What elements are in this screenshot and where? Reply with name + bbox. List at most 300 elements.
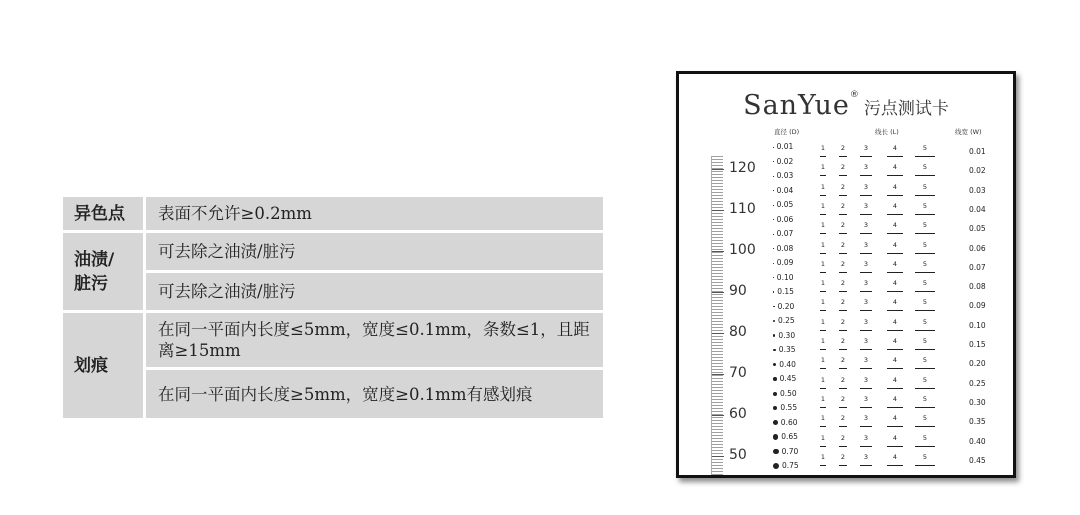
length-label: 5	[922, 337, 928, 345]
line-sample-row	[820, 163, 1016, 181]
line-sample	[839, 426, 847, 427]
length-label: 2	[840, 317, 846, 326]
spot-sample	[773, 306, 775, 308]
diameter-row	[773, 273, 794, 282]
ruler-tick	[712, 292, 724, 293]
spot-sample	[773, 349, 776, 352]
line-sample	[860, 195, 872, 196]
diameter-row	[773, 229, 793, 238]
line-sample	[860, 465, 872, 467]
ruler-label: 70	[729, 365, 747, 381]
length-label: 4	[892, 221, 898, 230]
line-sample	[860, 426, 872, 427]
length-label: 4	[892, 356, 898, 365]
diameter-row	[773, 186, 793, 195]
line-sample-row	[820, 201, 1016, 220]
line-sample	[887, 272, 903, 273]
diameter-value: 0.40	[779, 359, 796, 369]
ruler-label: 50	[729, 447, 747, 463]
length-label: 2	[840, 452, 846, 461]
diameter-value: 0.65	[781, 432, 798, 441]
line-sample	[839, 407, 847, 408]
length-label: 4	[892, 433, 898, 442]
ruler-tick	[712, 333, 724, 334]
length-label: 5	[922, 259, 928, 268]
spec-cell: 可去除之油渍/脏污	[146, 273, 603, 310]
line-sample	[915, 330, 935, 331]
length-label: 3	[863, 144, 869, 152]
line-sample	[887, 465, 903, 467]
line-sample-row	[820, 221, 1016, 239]
width-value: 0.09	[969, 301, 986, 311]
length-label: 2	[840, 414, 846, 423]
length-label: 1	[820, 452, 826, 461]
diameter-value: 0.35	[778, 345, 796, 354]
line-sample	[820, 272, 826, 273]
line-sample	[839, 291, 847, 292]
diameter-value: 0.50	[780, 388, 797, 398]
diameter-row	[773, 157, 793, 166]
diameter-value: 0.01	[776, 142, 794, 151]
length-label: 5	[922, 221, 928, 230]
line-sample	[915, 465, 935, 467]
line-sample	[915, 426, 935, 427]
diameter-row	[773, 389, 797, 398]
line-sample	[887, 233, 903, 234]
length-label: 4	[892, 240, 898, 249]
spot-sample	[773, 363, 776, 366]
spot-sample	[773, 291, 774, 292]
width-value: 0.02	[969, 166, 986, 176]
header-length: 线长 (L)	[875, 128, 899, 136]
diameter-value: 0.05	[776, 200, 794, 209]
line-sample	[839, 446, 847, 447]
line-sample	[839, 310, 847, 311]
line-sample-row	[820, 144, 1016, 162]
card-title	[679, 90, 1013, 121]
line-sample	[860, 388, 872, 389]
length-label: 5	[922, 414, 928, 423]
diameter-row	[773, 244, 793, 253]
registered-mark: ®	[849, 90, 859, 100]
length-label: 3	[863, 317, 869, 326]
line-sample	[887, 349, 903, 350]
length-label: 1	[820, 221, 826, 230]
spec-cell: 表面不允许≥0.2mm	[146, 197, 603, 230]
diameter-value: 0.06	[776, 214, 794, 224]
diameter-value: 0.02	[776, 156, 794, 166]
diameter-row	[773, 447, 798, 456]
spot-sample	[773, 248, 774, 249]
line-sample	[839, 233, 847, 234]
diameter-row	[773, 418, 798, 427]
line-sample-row	[820, 182, 1016, 201]
length-label: 2	[840, 433, 846, 442]
line-sample	[820, 175, 826, 176]
width-value: 0.05	[969, 224, 986, 234]
diameter-value: 0.07	[776, 229, 794, 238]
line-sample	[820, 349, 826, 350]
line-sample	[820, 195, 826, 196]
line-sample-row	[820, 240, 1016, 259]
spot-sample	[773, 147, 774, 148]
line-sample	[887, 175, 903, 176]
length-label: 1	[820, 201, 826, 210]
line-sample	[915, 214, 935, 215]
line-sample	[860, 233, 872, 234]
length-label: 1	[820, 394, 826, 403]
diameter-row	[773, 331, 795, 340]
diameter-row	[773, 171, 793, 180]
length-label: 5	[922, 433, 928, 442]
line-sample	[860, 407, 872, 408]
length-label: 1	[820, 298, 826, 307]
line-sample	[820, 446, 826, 447]
line-sample	[915, 253, 935, 254]
length-label: 5	[922, 356, 928, 365]
line-sample	[887, 388, 903, 389]
line-sample	[887, 253, 903, 254]
line-sample	[839, 175, 847, 176]
ruler-label: 90	[729, 283, 747, 299]
line-sample	[860, 156, 872, 157]
line-sample	[820, 426, 826, 427]
width-value: 0.25	[969, 378, 986, 388]
diameter-row	[773, 360, 796, 369]
length-label: 3	[863, 394, 869, 403]
width-value: 0.04	[969, 204, 986, 214]
length-label: 2	[840, 394, 846, 403]
diameter-value: 0.08	[776, 243, 794, 253]
spec-label: 划痕	[63, 313, 143, 418]
length-label: 1	[820, 182, 826, 191]
length-label: 2	[840, 201, 846, 210]
line-sample	[860, 349, 872, 350]
length-label: 1	[820, 356, 826, 365]
length-label: 4	[892, 317, 898, 326]
length-label: 4	[892, 259, 898, 268]
length-label: 2	[840, 356, 846, 365]
line-sample	[820, 310, 826, 311]
line-sample	[915, 233, 935, 234]
line-sample-row	[820, 375, 1016, 394]
length-label: 5	[922, 144, 928, 152]
line-sample	[820, 156, 826, 157]
length-label: 2	[840, 144, 846, 152]
length-label: 2	[840, 337, 846, 345]
length-label: 1	[820, 375, 826, 384]
line-sample	[839, 195, 847, 196]
dirt-test-card	[676, 71, 1016, 478]
length-label: 1	[820, 337, 826, 345]
ruler-label: 80	[729, 324, 747, 340]
diameter-value: 0.60	[780, 417, 798, 427]
length-label: 3	[863, 279, 869, 288]
diameter-row	[773, 461, 799, 470]
length-label: 2	[840, 259, 846, 268]
diameter-value: 0.09	[776, 258, 794, 267]
line-sample-row	[820, 356, 1016, 374]
spec-cell: 在同一平面内长度≤5mm，宽度≤0.1mm，条数≤1，且距离≥15mm	[146, 313, 603, 367]
spot-sample	[773, 392, 777, 396]
diameter-value: 0.30	[778, 330, 796, 340]
line-sample	[887, 426, 903, 427]
diameter-value: 0.15	[777, 287, 794, 296]
length-label: 5	[922, 317, 928, 326]
width-value: 0.15	[969, 340, 986, 349]
line-sample-row	[820, 298, 1016, 316]
line-sample	[839, 465, 847, 467]
length-label: 4	[892, 337, 898, 345]
line-sample	[839, 330, 847, 331]
diameter-value: 0.20	[777, 301, 795, 311]
line-sample	[915, 446, 935, 447]
length-label: 3	[863, 356, 869, 365]
line-sample	[915, 195, 935, 196]
length-label: 3	[863, 240, 869, 249]
length-label: 2	[840, 163, 846, 172]
line-sample	[915, 388, 935, 389]
line-sample-row	[820, 337, 1016, 355]
line-sample	[887, 195, 903, 196]
line-sample-row	[820, 279, 1016, 297]
length-label: 2	[840, 298, 846, 307]
spot-sample	[773, 219, 774, 220]
line-sample	[820, 388, 826, 389]
line-sample	[860, 310, 872, 311]
diameter-row	[773, 200, 793, 209]
spec-cell: 可去除之油渍/脏污	[146, 233, 603, 270]
length-label: 4	[892, 394, 898, 403]
line-sample-row	[820, 433, 1016, 452]
length-label: 2	[840, 221, 846, 230]
length-label: 5	[922, 375, 928, 384]
line-sample	[887, 407, 903, 408]
length-label: 1	[820, 259, 826, 268]
length-label: 3	[863, 298, 869, 307]
length-label: 3	[863, 375, 869, 384]
line-sample-row	[820, 394, 1016, 413]
length-label: 5	[922, 452, 928, 461]
spot-sample	[773, 277, 774, 278]
line-sample-row	[820, 317, 1016, 336]
line-sample	[820, 233, 826, 234]
spot-sample	[773, 190, 774, 191]
line-sample	[860, 446, 872, 447]
line-sample	[820, 253, 826, 254]
line-sample	[839, 156, 847, 157]
spot-sample	[773, 320, 775, 322]
length-label: 4	[892, 414, 898, 423]
length-label: 4	[892, 201, 898, 210]
header-diameter: 直径 (D)	[774, 128, 800, 136]
line-sample	[860, 175, 872, 176]
length-label: 1	[820, 317, 826, 326]
line-sample	[915, 272, 935, 273]
ruler-label: 110	[729, 201, 756, 217]
spot-sample	[773, 176, 774, 177]
card-name: 污点测试卡	[863, 99, 949, 119]
line-sample	[887, 330, 903, 331]
line-sample	[915, 291, 935, 292]
spec-row-oil-stain	[63, 233, 603, 310]
ruler-scale	[711, 156, 723, 478]
length-label: 5	[922, 240, 928, 249]
length-label: 4	[892, 452, 898, 461]
line-sample	[860, 272, 872, 273]
diameter-row	[773, 142, 793, 151]
diameter-row	[773, 258, 793, 267]
line-sample	[820, 465, 826, 467]
ruler-tick	[712, 251, 724, 252]
line-sample	[860, 368, 872, 369]
line-sample	[820, 214, 826, 215]
line-sample	[860, 214, 872, 215]
line-sample	[915, 368, 935, 369]
width-value: 0.10	[969, 320, 986, 330]
card-brand: SanYue	[743, 90, 850, 121]
length-label: 3	[863, 259, 869, 268]
line-sample-row	[820, 259, 1016, 278]
spec-table	[63, 197, 603, 421]
length-label: 3	[863, 414, 869, 423]
line-sample	[887, 291, 903, 292]
diameter-value: 0.55	[780, 403, 798, 412]
line-sample	[839, 272, 847, 273]
line-sample	[820, 330, 826, 331]
spot-sample	[773, 161, 774, 162]
line-sample	[915, 310, 935, 311]
diameter-row	[773, 287, 794, 296]
spot-sample	[773, 377, 777, 381]
length-label: 1	[820, 163, 826, 172]
length-label: 5	[922, 298, 928, 307]
length-label: 3	[863, 452, 869, 461]
spot-sample	[773, 263, 774, 264]
line-sample	[839, 214, 847, 215]
width-value: 0.03	[969, 185, 986, 195]
spec-row-scratch	[63, 313, 603, 418]
diameter-row	[773, 302, 794, 311]
diameter-row	[773, 345, 796, 354]
length-label: 3	[863, 182, 869, 191]
spec-cell: 在同一平面内长度≥5mm，宽度≥0.1mm有感划痕	[146, 370, 603, 418]
length-label: 5	[922, 201, 928, 210]
line-sample	[820, 368, 826, 369]
line-sample	[887, 310, 903, 311]
spot-sample	[773, 449, 779, 455]
line-sample	[887, 446, 903, 447]
width-value: 0.45	[969, 455, 986, 465]
length-label: 4	[892, 144, 898, 152]
diameter-value: 0.04	[776, 185, 794, 195]
length-label: 1	[820, 240, 826, 249]
ruler-label: 60	[729, 406, 747, 422]
spot-sample	[773, 234, 774, 235]
length-label: 4	[892, 298, 898, 307]
length-label: 3	[863, 163, 869, 172]
spot-sample	[773, 205, 774, 206]
diameter-row	[773, 374, 796, 383]
length-label: 5	[922, 182, 928, 191]
line-sample	[860, 291, 872, 292]
length-label: 4	[892, 279, 898, 288]
length-label: 3	[863, 201, 869, 210]
line-sample	[915, 175, 935, 176]
width-value: 0.08	[969, 282, 986, 292]
length-label: 2	[840, 279, 846, 288]
diameter-value: 0.70	[781, 446, 799, 456]
ruler-tick	[712, 210, 724, 211]
width-value: 0.20	[969, 359, 986, 369]
line-sample	[915, 349, 935, 350]
ruler-tick	[712, 456, 724, 457]
line-sample	[839, 388, 847, 389]
diameter-value: 0.75	[782, 461, 799, 470]
length-label: 5	[922, 279, 928, 288]
line-sample	[860, 330, 872, 331]
diameter-value: 0.10	[776, 272, 794, 282]
diameter-value: 0.03	[776, 171, 794, 180]
width-value: 0.01	[969, 147, 986, 156]
spec-row-discoloration	[63, 197, 603, 230]
width-value: 0.35	[969, 417, 986, 427]
diameter-value: 0.25	[778, 316, 795, 325]
diameter-row	[773, 215, 793, 224]
length-label: 3	[863, 221, 869, 230]
length-label: 5	[922, 394, 928, 403]
line-sample	[887, 214, 903, 215]
ruler-label: 100	[729, 242, 756, 258]
line-sample	[820, 291, 826, 292]
line-sample	[839, 253, 847, 254]
length-label: 2	[840, 182, 846, 191]
length-label: 4	[892, 375, 898, 384]
width-value: 0.40	[969, 436, 986, 446]
line-sample	[839, 349, 847, 350]
line-sample	[915, 407, 935, 408]
length-label: 3	[863, 337, 869, 345]
line-sample	[915, 156, 935, 157]
spot-sample	[773, 406, 777, 410]
spec-label: 异色点	[63, 197, 143, 230]
ruler-tick	[712, 374, 724, 375]
diameter-value: 0.45	[779, 374, 797, 383]
line-sample	[887, 368, 903, 369]
length-label: 1	[820, 279, 826, 288]
spot-sample	[773, 463, 779, 469]
spot-sample	[773, 434, 778, 439]
diameter-row	[773, 432, 798, 441]
line-sample-row	[820, 414, 1016, 432]
diameter-row	[773, 316, 795, 325]
header-width: 线宽 (W)	[955, 128, 982, 136]
diameter-row	[773, 403, 797, 412]
ruler-tick	[712, 415, 724, 416]
spec-label: 油渍/ 脏污	[63, 233, 143, 310]
length-label: 4	[892, 163, 898, 172]
line-sample	[839, 368, 847, 369]
line-sample	[820, 407, 826, 408]
length-label: 2	[840, 375, 846, 384]
length-label: 2	[840, 240, 846, 249]
ruler-label: 120	[729, 160, 756, 176]
width-value: 0.30	[969, 397, 986, 407]
length-label: 1	[820, 433, 826, 442]
line-sample	[887, 156, 903, 157]
ruler-tick	[712, 169, 724, 170]
spot-sample	[773, 334, 775, 336]
